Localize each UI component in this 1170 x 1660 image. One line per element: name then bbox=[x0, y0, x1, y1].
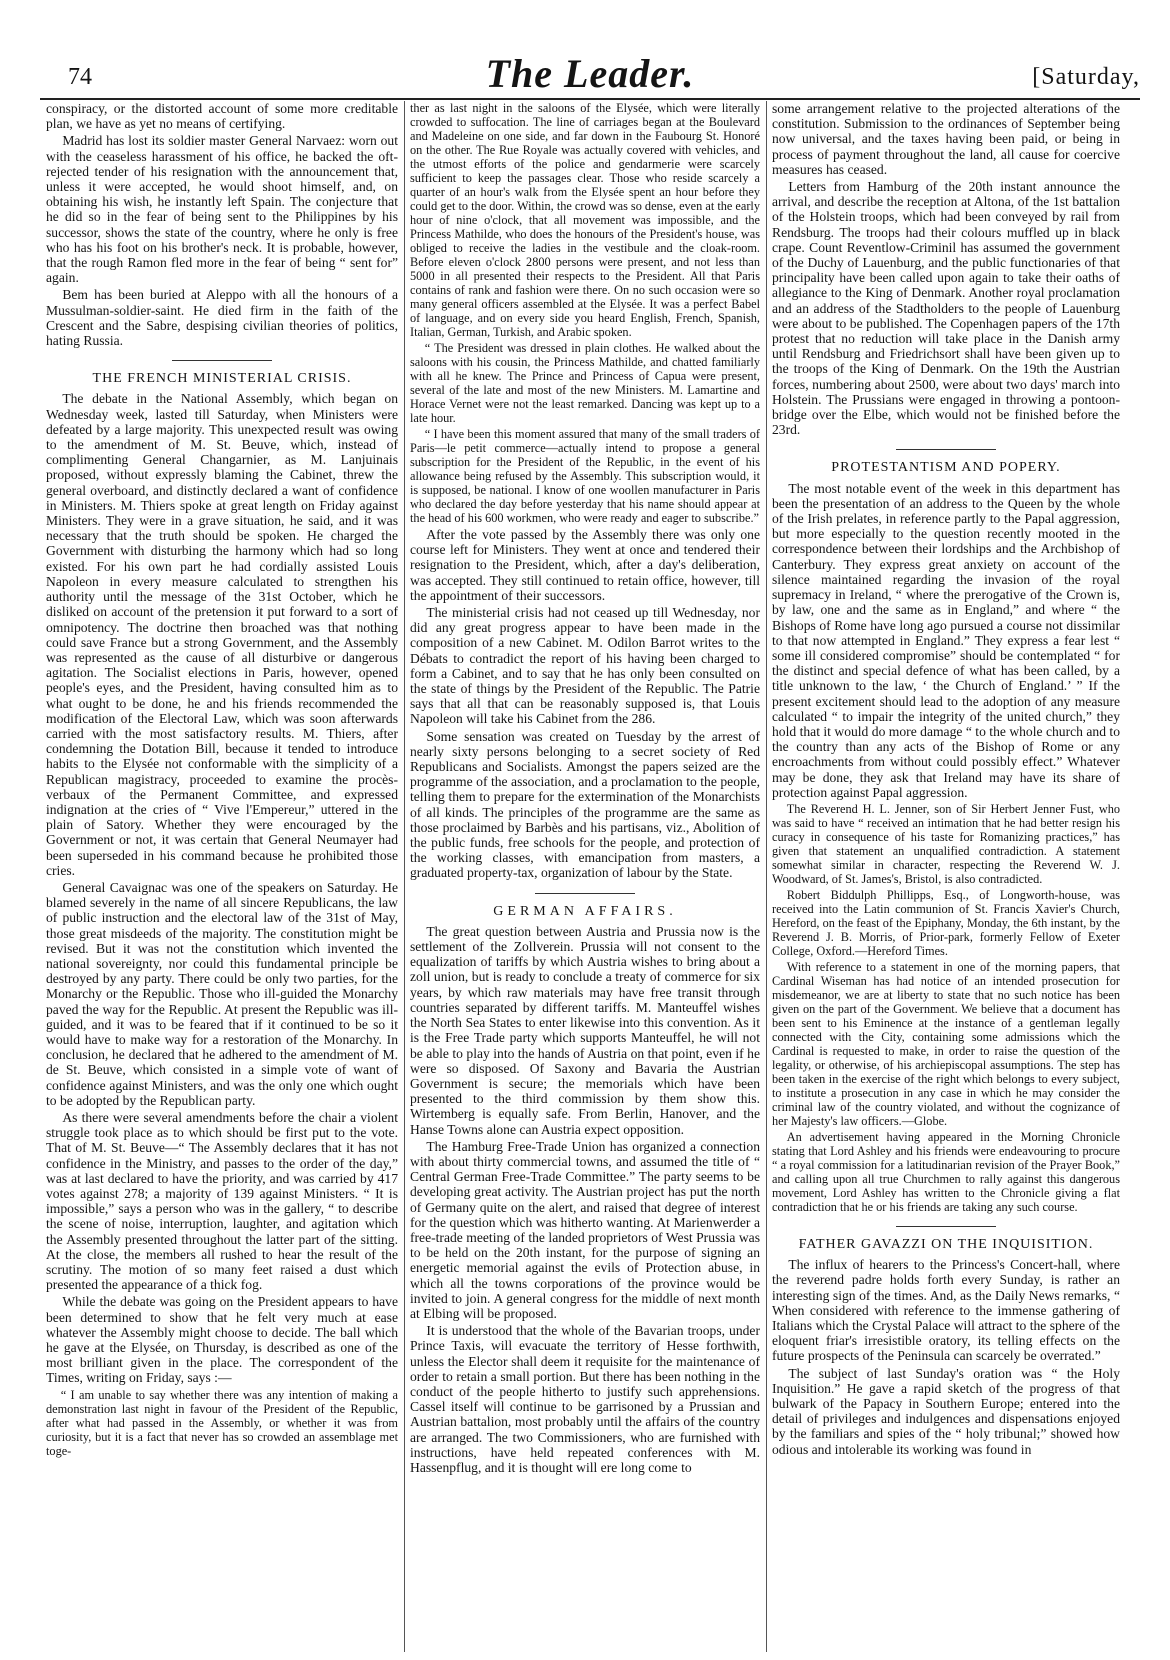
paragraph: An advertisement having appeared in the Morning Chronicle stating that Lord Ashley and his friends were endeavouring to procure “ a royal commission for a latitudinarian revision of the Prayer Book,” and calling upon all true Churchmen to rally against this dangerous movement, Lord Ashley has written to the Chronicle giving a flat contradiction that he or his friends are taking any such course. bbox=[772, 1129, 1120, 1214]
section-heading: PROTESTANTISM AND POPERY. bbox=[831, 460, 1061, 476]
quoted-paragraph: “ I am unable to say whether there was any intention of making a demonstration last night in favour of the President of the Republic, after what had passed in the Assembly, or whether it was from curiosity, but it is a fact that never has so crowded an assemblage met toge- bbox=[46, 1387, 398, 1458]
paragraph: After the vote passed by the Assembly there was only one course left for Ministers. They went at once and tendered their resignation to the President, which, after a day's deliberation, was accepted. They still continued to retain office, however, till the appointment of their successors. bbox=[410, 527, 760, 603]
paragraph: The great question between Austria and Prussia now is the settlement of the Zollverein. Prussia will not consent to the equalization of tariffs by which Austria wishes to bring about a zoll union, but is ready to conclude a treaty of commerce for six years, by which raw materials may have free transit through countries separated by different tariffs. M. Manteuffel wishes the North Sea States to enter likewise into this convention. As it is the Free Trade party which supports Manteuffel, he will not be able to play into the hands of Austria on that point, even if he were so disposed. Of Saxony and Bavaria the Austrian Government is secure; the memorials which have been presented to the third commission by them show this. Wirtemberg is equally safe. From Berlin, Hanover, and the Hanse Towns alone can Austria expect opposition. bbox=[410, 923, 760, 1137]
masthead-title: The Leader. bbox=[485, 51, 695, 96]
paragraph: Robert Biddulph Phillipps, Esq., of Longworth-house, was received into the Latin communion of St. Francis Xavier's Church, Hereford, on the feast of the Epiphany, Monday, the 6th instant, by the Reverend J. B. Morris, of Prior-park, formerly Fellow of Exeter College, Oxford.—Hereford Times. bbox=[772, 887, 1120, 958]
paragraph: It is understood that the whole of the Bavarian troops, under Prince Taxis, will evacuate the territory of Hesse forthwith, unless the Elector shall deem it requisite for the maintenance of order to retain a small portion. But there has been nothing in the conduct of the people hitherto to justify such apprehensions. Cassel itself will continue to be garrisoned by a Prussian and Austrian battalion, most probably until the affairs of the country are arranged. The two Commissioners, who are furnished with instructions, have held repeated conferences with M. Hassenpflug, and it is thought will ere long come to bbox=[410, 1323, 760, 1475]
paragraph: With reference to a statement in one of the morning papers, that Cardinal Wiseman has had notice of an intended prosecution for misdemeanor, we are at liberty to state that no such notice has been given on the part of the Government. We believe that a document has been sent to his Eminence at the instance of a gentleman legally connected with the City, containing some admissions which the Cardinal is requested to make, in order to raise the question of the legality, or otherwise, of his archiepiscopal assumptions. The step has been taken in the exercise of the right which belongs to every subject, to institute a prosecution in any case in which he may consider the criminal law of the country violated, and without the cognizance of her Majesty's law officers.—Globe. bbox=[772, 959, 1120, 1128]
section-divider bbox=[172, 360, 272, 361]
section-heading: FATHER GAVAZZI ON THE INQUISITION. bbox=[798, 1236, 1094, 1252]
column-1 bbox=[46, 101, 398, 1652]
paragraph: Letters from Hamburg of the 20th instant announce the arrival, and describe the reception at Altona, of the 1st battalion of the Holstein troops, which had been conveyed by rail from Rendsburg. The troops had their colours muffled up in black crape. Count Reventlow-Criminil has assumed the government of the Duchy of Lauenburg, and the public functionaries of that principality have been called upon again to take their oaths of allegiance to the King of Denmark. Another royal proclamation and an address of the Stadtholders to the people of Lauenburg were about to be published. The Copenhagen papers of the 17th protest that no reduction will take place in the Danish army until Rendsburg and Friedrichsort shall have been given up to the troops of the King of Denmark. On the 19th the Austrian forces, numbering about 2500, were about two days' march into Holstein. The Prussians were engaged in throwing a pontoon-bridge over the Elbe, which would not be finished before the 23rd. bbox=[772, 179, 1120, 438]
section-divider bbox=[896, 449, 996, 450]
paragraph: The Hamburg Free-Trade Union has organized a connection with about thirty commercial towns, and assumed the title of “ Central German Free-Trade Committee.” The party seems to be developing great activity. The Austrian project has put the north of Germany quite on the alert, and raised that degree of interest for the question which was hitherto wanting. At Marienwerder a free-trade meeting of the landed proprietors of West Prussia was to be held on the 20th instant, for the purpose of signing an energetic memorial against the evils of Protection abuse, in which all the towns corporations of the province would be invited to join. A general congress for the middle of next month at Elbing will be proposed. bbox=[410, 1138, 760, 1321]
paragraph: The most notable event of the week in this department has been the presentation of an address to the Queen by the whole of the Irish prelates, in reference partly to the Papal aggression, but more especially to the question recently mooted in the correspondence between their lordships and the Archbishop of Canterbury. They express great anxiety on account of the silence maintained regarding the invasion of the royal supremacy in Ireland, “ where the prerogative of the Crown is, by law, one and the same as in England,” and where “ the Bishops of Rome have long ago pursued a course not dissimilar to that now attempted in England.” They express a fear lest “ some ill considered compromise” should be contemplated “ for the distinct and special defence of what has been called, by a title unknown to the law, ‘ the Church of England.’ ” If the present excitement should lead to the adoption of any measure calculated “ to impair the integrity of the united church,” they hold that it would do more damage “ to the whole church and to the country than any acts of the Bishop of Rome or any encroachments from without could possibly effect.” Whatever may be done, they ask that Ireland may have its share of protection against Papal aggression. bbox=[772, 480, 1120, 800]
paragraph: General Cavaignac was one of the speakers on Saturday. He blamed severely in the name of all sincere Republicans, the law of public instruction and the electoral law of the 31st of May, those great misdeeds of the majority. The constitution might be revised. But it was not the constitution which invented the national sovereignty, nor could this fundamental principle be destroyed by any party. There could be only two parties, for the Monarchy or the Republic. Those who ill-guided the Monarchy paved the way for the Republic. At present the Republic was ill-guided, and it was to be feared that if it continued to be so it would have to make way for a restoration of the Monarchy. In conclusion, he declared that he adhered to the amendment of M. de St. Beuve, which consisted in a simple vote of want of confidence against Ministers, and was the only one which ought to be adopted by the Republican party. bbox=[46, 879, 398, 1108]
paragraph: Bem has been buried at Aleppo with all the honours of a Mussulman-soldier-saint. He died firm in the faith of the Crescent and the Sabre, despising civilian theories of politics, hating Russia. bbox=[46, 287, 398, 349]
paragraph: The ministerial crisis had not ceased up till Wednesday, nor did any great progress appear to have been made in the composition of a new Cabinet. M. Odilon Barrot writes to the Débats to contradict the report of his having been charged to form a Cabinet, and to say that he has only been consulted on the state of things by the President of the Republic. The Patrie says that all that can be reasonably supposed is, that Louis Napoleon will take his Cabinet from the 286. bbox=[410, 605, 760, 727]
section-divider bbox=[896, 1226, 996, 1227]
paragraph: Some sensation was created on Tuesday by the arrest of nearly sixty persons belonging to a secret society of Red Republicans and Socialists. Amongst the papers seized are the programme of the association, and a proclamation to the people, telling them to prepare for the extermination of the Monarchists of all kinds. The principles of the programme are the same as those proclaimed by Barbès and his partisans, viz., Abolition of the public funds, free schools for the people, and protection of the working classes, with emancipation from masters, a graduated property-tax, organization of labour by the State. bbox=[410, 728, 760, 881]
column-2 bbox=[410, 101, 760, 1652]
header-rule bbox=[40, 98, 1140, 100]
paragraph: While the debate was going on the President appears to have been determined to show that he felt very much at ease whatever the Assembly might choose to decide. The ball which he gave at the Elysée, on Thursday, is described as one of the most brilliant given in the place. The correspondent of the Times, writing on Friday, says :— bbox=[46, 1294, 398, 1386]
paragraph: Madrid has lost its soldier master General Narvaez: worn out with the ceaseless harassment of his office, he backed the oft-rejected tender of his resignation with the announcement that, unless it were accepted, he would shoot himself, and, on obtaining his wish, he instantly left Spain. The conjecture that he did so in the fear of being sent to the Philippines by his successor, shows the state of the country, where he only is free who has his foot on his brother's neck. It is probable, however, that the rough Ramon fled more in the fear of being “ sent for” again. bbox=[46, 133, 398, 286]
paragraph: The influx of hearers to the Princess's Concert-hall, where the reverend padre holds forth every Sunday, is rather an interesting sign of the times. And, as the Daily News remarks, “ When considered with reference to the immense gathering of Italians which the Crystal Palace will attract to the sphere of the eloquent friar's irresistible oratory, its telling effects on the future prospects of the Peninsula can scarcely be overrated.” bbox=[772, 1257, 1120, 1364]
column-divider bbox=[766, 101, 767, 1652]
section-heading: GERMAN AFFAIRS. bbox=[493, 903, 677, 919]
paragraph: As there were several amendments before the chair a violent struggle took place as to which should be first put to the vote. That of M. St. Beuve—“ The Assembly declares that it has not confidence in the Ministry, and passes to the order of the day,” was at last declared to have the priority, and was carried by 417 votes against 278; a majority of 139 against Ministers. “ It is impossible,” says a person who was in the gallery, “ to describe the scene of noise, interruption, laughter, and agitation which the Assembly presented throughout the latter part of the sitting. At the close, the members all rushed to hear the result of the scrutiny. The motion of so many feet raised a dust which presented the appearance of a thick fog. bbox=[46, 1110, 398, 1293]
page-number: 74 bbox=[68, 64, 92, 90]
column-divider bbox=[404, 101, 405, 1652]
section-heading: THE FRENCH MINISTERIAL CRISIS. bbox=[92, 371, 352, 387]
paragraph: conspiracy, or the distorted account of some more creditable plan, we have as yet no means of certifying. bbox=[46, 101, 398, 132]
quoted-paragraph: ther as last night in the saloons of the Elysée, which were literally crowded to suffocation. The line of carriages began at the Boulevard and Madeleine on one side, and far down in the Faubourg St. Honoré on the other. The Rue Royale was actually covered with vehicles, and the utmost efforts of the police and gendarmerie were scarcely sufficient to keep the passages clear. Those who reside scarcely a quarter of an hour's walk from the Elysée spent an hour before they could get to the door. Within, the crowd was so dense, even at the early hour of nine o'clock, that all movement was impossible, and the Princess Mathilde, who does the honours of the President's house, was obliged to receive the ladies in the vestibule and the cloak-room. Before eleven o'clock 2800 persons were present, and not less than 5000 in all presented their respects to the President. All that Paris contains of rank and fashion were there. On no such occasion were so many general officers assembled at the Elysée. It was a perfect Babel of language, and on every side you heard English, French, Spanish, Italian, German, Turkish, and Arabic spoken. bbox=[410, 101, 760, 339]
issue-weekday: [Saturday, bbox=[1032, 64, 1140, 90]
section-divider bbox=[535, 893, 635, 894]
paragraph: The debate in the National Assembly, which began on Wednesday week, lasted till Saturday, when Ministers were defeated by a large majority. This unexpected result was owing to the amendment of M. St. Beuve, which, instead of complimenting General Changarnier, as M. Lanjuinais proposed, without expressly blaming the Cabinet, threw the general overboard, and distinctly declared a want of confidence in Ministers. M. Thiers spoke at great length on Friday against Ministers. They were in a grave situation, he said, and it was necessary that the truth should be spoken. He charged the Government with disturbing the harmony which had so long existed. For his own part he had cordially assisted Louis Napoleon in every measure calculated to strengthen his authority until the message of the 31st October, which he disliked on account of the pretension it put forward to a sort of omnipotency. The doctrine then broached was that nothing could save France but a strong Government, and the Assembly was represented as the cause of all disturbive or dangerous agitation. The Socialist elections in Paris, however, opened people's eyes, and the President, having consulted him as to what ought to be done, he and his friends recommended the modification of the Electoral Law, which was soon afterwards carried with the most satisfactory results. M. Thiers, after condemning the Dotation Bill, because it tended to introduce habits to the Elysée not conformable with the simplicity of a Republican magistracy, proceeded to examine the procès-verbaux of the Permanent Committee, and expressed indignation at the cries of “ Vive l'Empereur,” uttered in the plain of Satory. Whether they were encouraged by the Government or not, it was certain that General Neumayer had been superseded in his command because he prohibited those cries. bbox=[46, 391, 398, 878]
column-3 bbox=[772, 101, 1120, 1652]
page-header bbox=[40, 40, 1140, 100]
paragraph: some arrangement relative to the projected alterations of the constitution. Submission to the ordinances of September being now universal, and the taxes having been paid, or being in process of payment throughout the land, all cause for coercive measures has ceased. bbox=[772, 101, 1120, 177]
quoted-paragraph: “ I have been this moment assured that many of the small traders of Paris—le petit commerce—actually intend to propose a general subscription for the President of the Republic, in the event of his allowance being refused by the Assembly. This subscription would, it is supposed, be national. I know of one woollen manufacturer in Paris who declared the day before yesterday that his name should appear at the head of his 600 workmen, who were ready and eager to subscribe.” bbox=[410, 427, 760, 525]
quoted-paragraph: “ The President was dressed in plain clothes. He walked about the saloons with his cousin, the Princess Mathilde, and chatted familiarly with all he knew. The Prince and Princess of Capua were present, several of the late and most of the new Ministers. M. Lamartine and Horace Vernet were not the least remarked. Dancing was kept up to a late hour. bbox=[410, 341, 760, 425]
paragraph: The subject of last Sunday's oration was “ the Holy Inquisition.” He gave a rapid sketch of the progress of that bulwark of the Papacy in Southern Europe; entered into the detail of privileges and indulgences and dispensations enjoyed by the familiars and spies of the “ holy tribunal;” showed how odious and intolerable its working was found in bbox=[772, 1365, 1120, 1457]
paragraph: The Reverend H. L. Jenner, son of Sir Herbert Jenner Fust, who was said to have “ received an intimation that he had better resign his curacy in consequence of his taste for Romanizing practices,” has given that statement an unqualified contradiction. A statement somewhat similar in character, respecting the Reverend W. J. Woodward, of St. James's, Bristol, is also contradicted. bbox=[772, 801, 1120, 886]
